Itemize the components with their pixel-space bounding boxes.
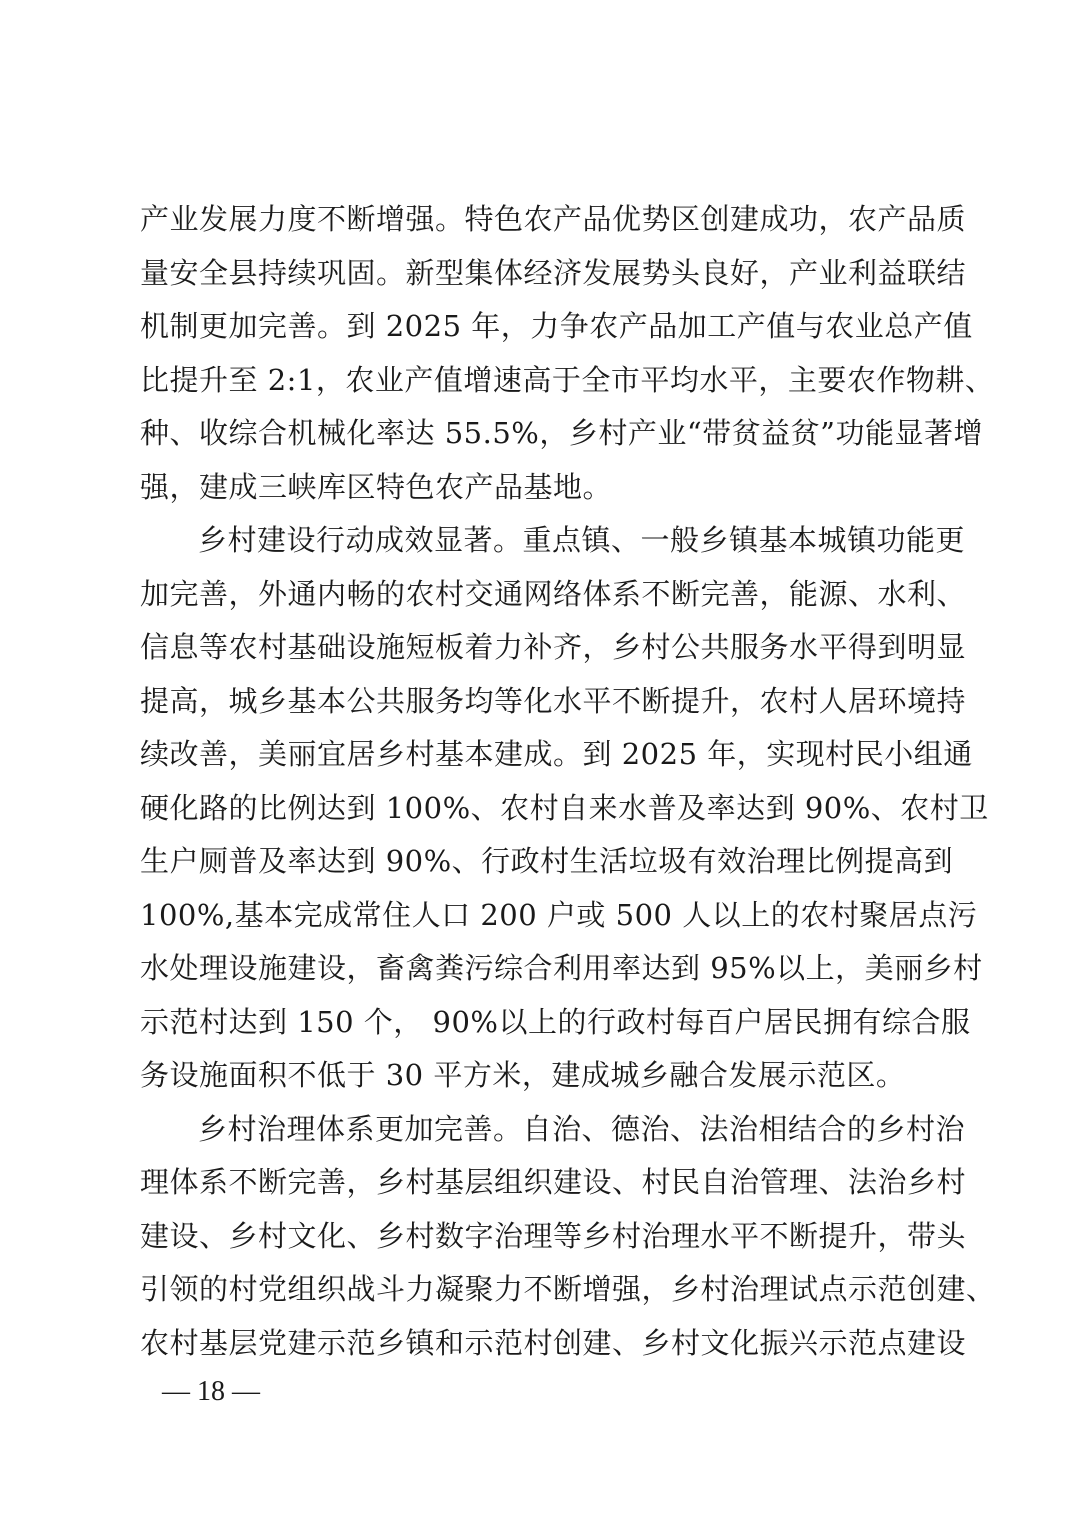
text-line: 信息等农村基础设施短板着力补齐，乡村公共服务水平得到明显 — [140, 630, 967, 664]
body-text — [140, 193, 996, 1370]
text-line: 种、收综合机械化率达 55.5%，乡村产业“带贫益贫”功能显著增 — [140, 416, 983, 450]
page-number: — 18 — — [162, 1376, 260, 1407]
text-line: 建设、乡村文化、乡村数字治理等乡村治理水平不断提升，带头 — [140, 1218, 967, 1253]
text-line: 理体系不断完善，乡村基层组织建设、村民自治管理、法治乡村 — [140, 1165, 967, 1199]
paragraph-start-line: 乡村建设行动成效显著。重点镇、一般乡镇基本城镇功能更 — [198, 523, 966, 557]
text-line: 产业发展力度不断增强。特色农产品优势区创建成功，农产品质 — [140, 202, 967, 236]
text-line: 引领的村党组织战斗力凝聚力不断增强，乡村治理试点示范创建、 — [140, 1272, 996, 1306]
text-line: 水处理设施建设，畜禽粪污综合利用率达到 95%以上，美丽乡村 — [140, 951, 983, 985]
paragraph-start-line: 乡村治理体系更加完善。自治、德治、法治相结合的乡村治 — [198, 1111, 966, 1146]
text-line: 强，建成三峡库区特色农产品基地。 — [140, 469, 613, 504]
text-line: 示范村达到 150 个， 90%以上的行政村每百户居民拥有综合服 — [140, 1004, 971, 1039]
text-line: 续改善，美丽宜居乡村基本建成。到 2025 年，实现村民小组通 — [140, 737, 973, 771]
text-line: 100%,基本完成常住人口 200 户或 500 人以上的农村聚居点污 — [140, 897, 978, 932]
text-line: 加完善，外通内畅的农村交通网络体系不断完善，能源、水利、 — [140, 576, 967, 611]
text-line: 硬化路的比例达到 100%、农村自来水普及率达到 90%、农村卫 — [140, 790, 989, 825]
text-line: 量安全县持续巩固。新型集体经济发展势头良好，产业利益联结 — [140, 255, 967, 290]
text-line: 生户厕普及率达到 90%、行政村生活垃圾有效治理比例提高到 — [140, 844, 954, 878]
text-line: 机制更加完善。到 2025 年，力争农产品加工产值与农业总产值 — [140, 309, 973, 343]
text-line: 提高，城乡基本公共服务均等化水平不断提升，农村人居环境持 — [140, 683, 967, 718]
text-line: 比提升至 2:1，农业产值增速高于全市平均水平，主要农作物耕、 — [140, 362, 995, 397]
text-line: 农村基层党建示范乡镇和示范村创建、乡村文化振兴示范点建设 — [140, 1325, 967, 1360]
text-line: 务设施面积不低于 30 平方米，建成城乡融合发展示范区。 — [140, 1058, 906, 1092]
